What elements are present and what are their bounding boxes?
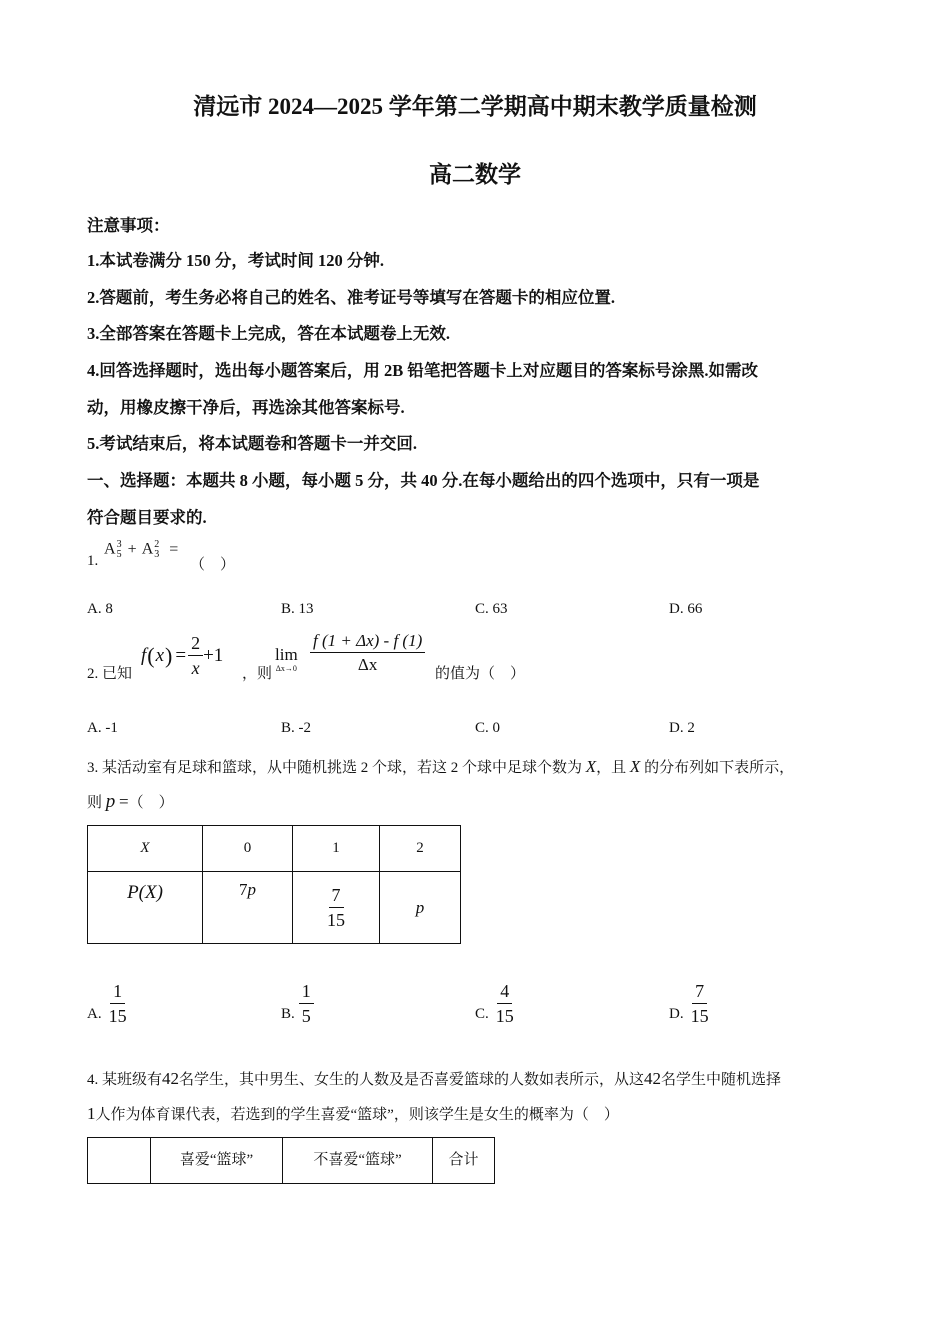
q4-count-42: 42: [162, 1069, 180, 1088]
notice-item: 1.本试卷满分 150 分，考试时间 120 分钟.: [87, 251, 384, 270]
q2-frac-den: x: [191, 658, 200, 678]
page-subtitle: 高二数学: [429, 162, 521, 187]
question-3-text: [87, 756, 794, 777]
q4-table-header-like: 喜爱“篮球”: [151, 1138, 283, 1184]
q4-table-header-dislike: 不喜爱“篮球”: [283, 1138, 433, 1184]
notice-item: 4.回答选择题时，选出每小题答案后，用 2B 铅笔把答题卡上对应题目的答案标号涂黑.如需改: [87, 361, 759, 380]
notice-item: 2.答题前，考生务必将自己的姓名、准考证号等填写在答题卡的相应位置.: [87, 288, 615, 307]
q3-line1a: 3. 某活动室有足球和篮球，从中随机挑选 2 个球，若这 2 个球中足球个数为: [87, 760, 583, 776]
q2-suffix: 的值为（ ）: [435, 666, 526, 682]
q2-option-c: C. 0: [475, 720, 501, 736]
q1-sub1: 5: [116, 549, 122, 560]
q1-option-a: A. 8: [87, 601, 113, 617]
q4-table-header-total: 合计: [433, 1138, 495, 1184]
question-2-prefix: 2. 已知: [87, 666, 133, 682]
q2-dq-den: Δx: [357, 655, 378, 674]
q3-option-c: C. $\frac{4}{15}$: [475, 981, 514, 1026]
q3-eq: =: [119, 792, 129, 811]
q3-table-header-2: 2: [380, 826, 461, 872]
q1-option-c: C. 63: [475, 601, 508, 617]
section-heading-cont: 符合题目要求的.: [87, 508, 207, 527]
q2-lim: lim: [275, 645, 298, 664]
question-4-text: 4. 某班级有42名学生，其中男生、女生的人数及是否喜爱篮球的人数如表所示，从这42名学生中随机选择: [87, 1069, 782, 1088]
question-1-number: 1.: [87, 553, 99, 569]
q4-table-corner: [88, 1138, 151, 1184]
q3-line1c: 的分布列如下表所示，: [644, 760, 795, 776]
q3-option-b: B. $\frac{1}{5}$: [281, 982, 314, 1025]
q1-a1: A: [104, 540, 116, 558]
page-title: 清远市 2024—2025 学年第二学期高中期末教学质量检测: [193, 94, 757, 119]
q2-function-def: f ( x ) = $\frac{2}{x}$ +1: [141, 633, 224, 678]
notice-item: 动，用橡皮擦干净后，再选涂其他答案标号.: [87, 398, 405, 417]
q1-sub2: 3: [154, 549, 160, 560]
q2-option-a: A. -1: [87, 720, 118, 736]
q2-limit: [275, 646, 298, 673]
section-heading: 一、选择题：本题共 8 小题，每小题 5 分，共 40 分.在每小题给出的四个选项中，只有一项是: [87, 471, 760, 490]
q1-equals: =: [169, 540, 179, 558]
q3-var-p: p: [105, 791, 116, 812]
q2-x: x: [155, 644, 165, 666]
q2-eq: =: [175, 644, 187, 666]
q3-distribution-table: [87, 825, 461, 944]
q3-table-cell-0: 7p: [203, 872, 293, 944]
q3-table-cell-2: p: [380, 872, 461, 944]
q2-option-d: D. 2: [669, 720, 695, 736]
q2-frac-num: 2: [188, 634, 203, 656]
q3-option-a: A. $\frac{1}{15}$: [87, 981, 127, 1026]
q3-paren: （ ）: [128, 795, 174, 811]
q4-count-1: 1: [87, 1104, 96, 1123]
q3-table-cell-1: $\frac{7}{15}$: [293, 872, 380, 944]
q4-contingency-table: [87, 1137, 495, 1184]
q3-table-header-0: 0: [203, 826, 293, 872]
q2-then: ，则: [242, 666, 273, 682]
q3-table-header-x: X: [88, 826, 203, 872]
q3-line1b: ，且: [596, 760, 627, 776]
question-1-expression: [104, 540, 178, 560]
q1-answer-paren: （ ）: [190, 557, 236, 573]
q1-sup2: 2: [154, 539, 160, 550]
notice-item: 3.全部答案在答题卡上完成，答在本试题卷上无效.: [87, 324, 450, 343]
q3-table-header-1: 1: [293, 826, 380, 872]
q2-dq-num: f (1 + Δx) - f (1): [310, 632, 425, 653]
q1-plus: +: [127, 540, 137, 558]
q2-f: f: [141, 644, 147, 666]
q1-a2: A: [141, 540, 154, 558]
q3-table-row-label: P(X): [88, 872, 203, 944]
q2-difference-quotient: [310, 632, 425, 673]
q1-option-b: B. 13: [281, 601, 314, 617]
q2-plus-one: +1: [203, 644, 224, 666]
q2-lim-sub: Δx→0: [275, 664, 297, 673]
notice-heading: 注意事项：: [87, 216, 170, 235]
q2-option-b: B. -2: [281, 720, 311, 736]
q3-option-d: D. $\frac{7}{15}$: [669, 981, 709, 1026]
q1-option-d: D. 66: [669, 601, 703, 617]
q3-var-x: X: [585, 757, 597, 776]
q1-sup1: 3: [116, 539, 122, 550]
q4-count-42b: 42: [644, 1069, 662, 1088]
notice-item: 5.考试结束后，将本试题卷和答题卡一并交回.: [87, 434, 417, 453]
question-3-line2: [87, 791, 174, 813]
question-4-line2: 1人作为体育课代表，若选到的学生喜爱“篮球”，则该学生是女生的概率为（ ）: [87, 1104, 619, 1123]
q3-line2a: 则: [87, 795, 103, 811]
q3-var-x2: X: [629, 757, 641, 776]
